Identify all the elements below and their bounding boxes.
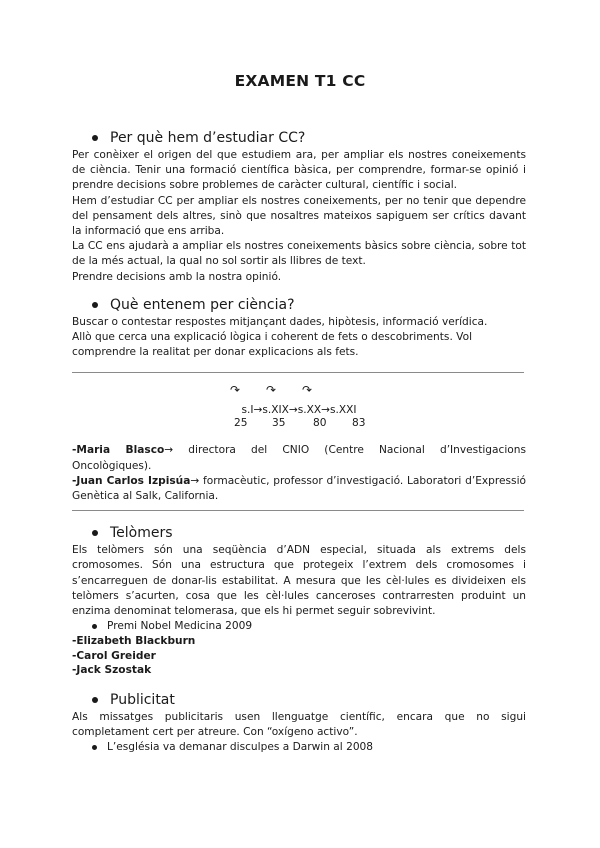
paragraph: La CC ens ajudarà a ampliar els nostres coneixements bàsics sobre ciència, sobre tot de la més actual, la qual no sol sortir als llibres de text. <box>72 240 526 268</box>
timeline-values <box>72 417 526 431</box>
timeline-arrows <box>72 383 526 399</box>
paragraph: Per conèixer el origen del que estudiem ara, per ampliar els nostres coneixements de ciència. Tenir una formació científica bàsica, per comprendre, formar-se opinió i prendre decisions sobre problemes de caràcter cultural, científic i social. <box>72 149 526 192</box>
paragraph: Als missatges publicitaris usen llenguatge científic, encara que no sigui completament cert per atreure. Con “oxígeno activo”. <box>72 710 526 738</box>
bullet-text: Premi Nobel Medicina 2009 <box>107 620 253 633</box>
bullet-text: L’església va demanar disculpes a Darwin al 2008 <box>107 741 374 754</box>
curved-arrow-icon: ↷ <box>266 383 277 398</box>
timeline-value: 83 <box>352 417 366 430</box>
curved-arrow-icon: ↷ <box>302 383 313 398</box>
bullet-icon <box>92 745 97 750</box>
bullet-icon <box>92 135 98 141</box>
bullet-icon <box>92 697 98 703</box>
person-description: → directora del CNIO (Centre Nacional d’Investigacions Oncològiques). <box>72 444 526 472</box>
person-name: -Maria Blasco <box>72 444 165 457</box>
paragraph: Allò que cerca una explicació lògica i coherent de fets o descobriments. Vol comprendre la realitat per donar explicacions als fets. <box>72 331 473 359</box>
bullet-item <box>72 619 526 634</box>
section-heading-per-que <box>72 128 526 148</box>
section-heading-text: Telòmers <box>110 525 173 542</box>
person-entry <box>72 443 526 473</box>
bullet-item <box>72 740 526 755</box>
bullet-icon <box>92 624 97 629</box>
section-heading-text: Publicitat <box>110 691 175 708</box>
nobel-name: -Elizabeth Blackburn <box>72 635 196 648</box>
curved-arrow-icon: ↷ <box>230 383 241 398</box>
paragraph: Prendre decisions amb la nostra opinió. <box>72 270 282 283</box>
nobel-name: -Jack Szostak <box>72 664 152 677</box>
section-heading-ciencia <box>72 295 526 315</box>
paragraph: Buscar o contestar respostes mitjançant dades, hipòtesis, informació verídica. <box>72 315 488 328</box>
section-heading-telomers <box>72 523 526 543</box>
paragraph: Hem d’estudiar CC per ampliar els nostres coneixements, per no tenir que dependre del pensament dels altres, sinò que nosaltres mateixos sapiguem ser crítics davant la informació que ens arriba. <box>72 194 526 238</box>
person-name: -Juan Carlos Izpisúa <box>72 474 191 487</box>
document-title: EXAMEN T1 CC <box>234 72 366 90</box>
document-body <box>72 128 526 755</box>
timeline-line: s.I→s.XIX→s.XX→s.XXI <box>241 404 357 417</box>
section-heading-text: Per què hem d’estudiar CC? <box>110 130 306 146</box>
section-heading-publicitat <box>72 690 526 710</box>
horizontal-divider <box>72 510 524 511</box>
section-heading-text: Què entenem per ciència? <box>110 296 295 313</box>
timeline-value: 25 <box>234 417 248 430</box>
timeline-value: 80 <box>313 417 327 430</box>
paragraph: Els telòmers són una seqüència d’ADN especial, situada als extrems dels cromosomes. Són una estructura que protegeix l’extrem dels cromosomes i s’encarreguen de donar-lis estabilitat. A mesura que les cèl·lules es divideixen els telòmers s’acurten, cosa que les cèl·lules canceroses contrarresten produint un enzima denominat telomerasa, que els hi permet seguir sobrevivint. <box>72 544 526 618</box>
bullet-icon <box>92 530 98 536</box>
bullet-icon <box>92 302 98 308</box>
nobel-name: -Carol Greider <box>72 649 156 662</box>
horizontal-divider <box>72 372 524 373</box>
timeline-value: 35 <box>272 417 286 430</box>
person-entry <box>72 474 526 504</box>
person-description: → formacèutic, professor d’investigació. Laboratori d’Expressió Genètica al Salk, California. <box>72 474 526 503</box>
